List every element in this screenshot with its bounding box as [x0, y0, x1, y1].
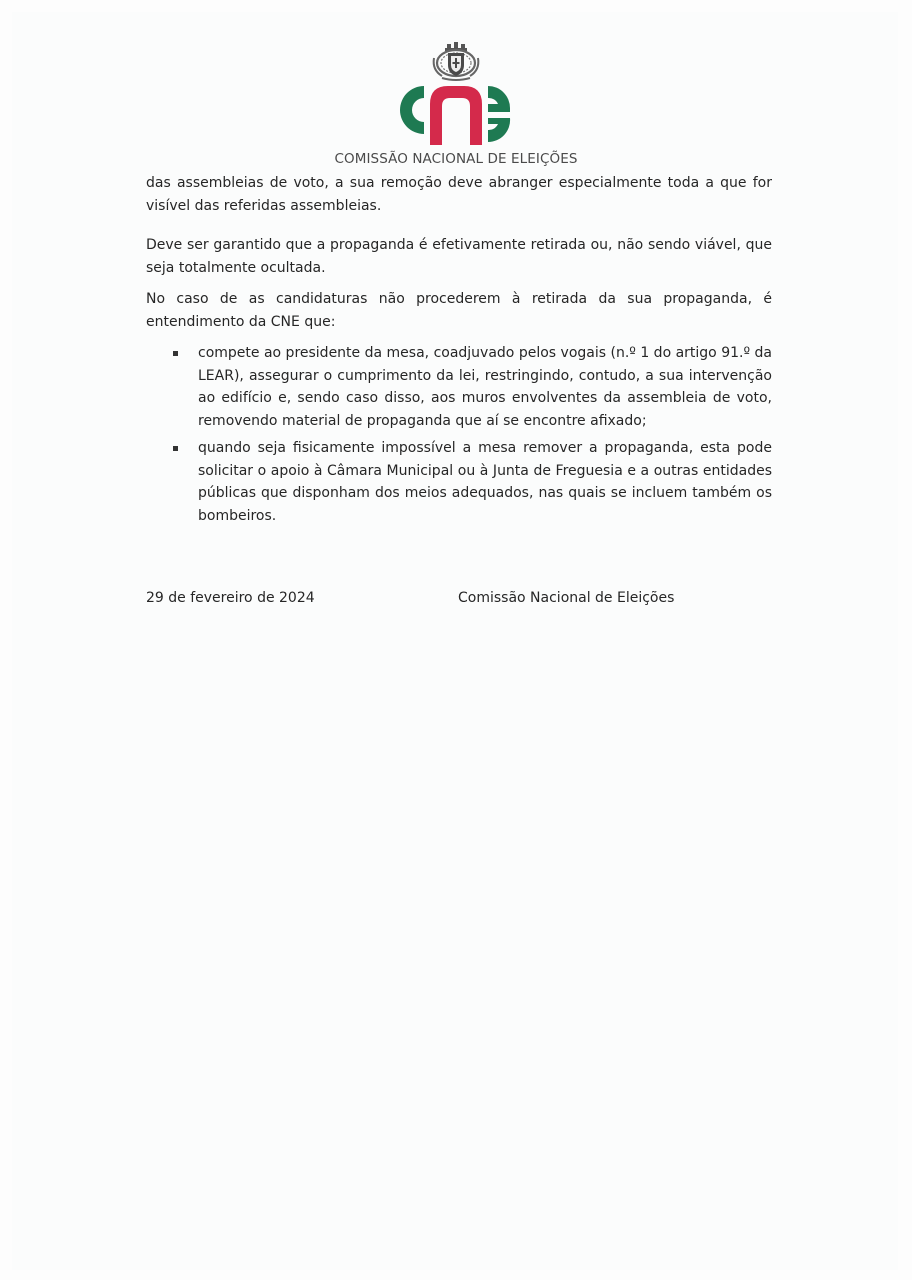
- document-date: 29 de fevereiro de 2024: [146, 590, 315, 606]
- paragraph: Deve ser garantido que a propaganda é efetivamente retirada ou, não sendo viável, que seja totalmente ocultada.: [146, 237, 772, 276]
- logo-letter-e-top: [488, 86, 510, 112]
- signature-line: Comissão Nacional de Eleições: [458, 590, 675, 606]
- logo-letter-c: [400, 86, 424, 134]
- coat-of-arms-icon: [434, 42, 479, 80]
- logo-letter-n: [430, 86, 482, 145]
- cne-logo: [386, 38, 526, 150]
- paragraph: das assembleias de voto, a sua remoção deve abranger especialmente toda a que for visível das referidas assembleias.: [146, 175, 772, 214]
- letterhead: [0, 38, 912, 150]
- square-bullet-icon: [173, 446, 178, 451]
- document-body: [146, 172, 772, 532]
- paragraph: No caso de as candidaturas não procederem à retirada da sua propaganda, é entendimento da CNE que:: [146, 291, 772, 330]
- list-item-text: compete ao presidente da mesa, coadjuvado pelos vogais (n.º 1 do artigo 91.º da LEAR), assegurar o cumprimento da lei, restringindo, contudo, a sua intervenção ao edifício e, sendo caso disso, aos muros envolventes da assembleia de voto, removendo material de propaganda que aí se encontre afixado;: [198, 345, 772, 429]
- bullet-list: [146, 342, 772, 527]
- list-item: [146, 437, 772, 527]
- logo-letter-e-bottom: [488, 118, 510, 142]
- square-bullet-icon: [173, 351, 178, 356]
- list-item-text: quando seja fisicamente impossível a mesa remover a propaganda, esta pode solicitar o apoio à Câmara Municipal ou à Junta de Freguesia e a outras entidades públicas que disponham dos meios adequados, nas quais se incluem também os bombeiros.: [198, 440, 772, 524]
- list-item: [146, 342, 772, 432]
- organization-name: COMISSÃO NACIONAL DE ELEIÇÕES: [334, 151, 578, 167]
